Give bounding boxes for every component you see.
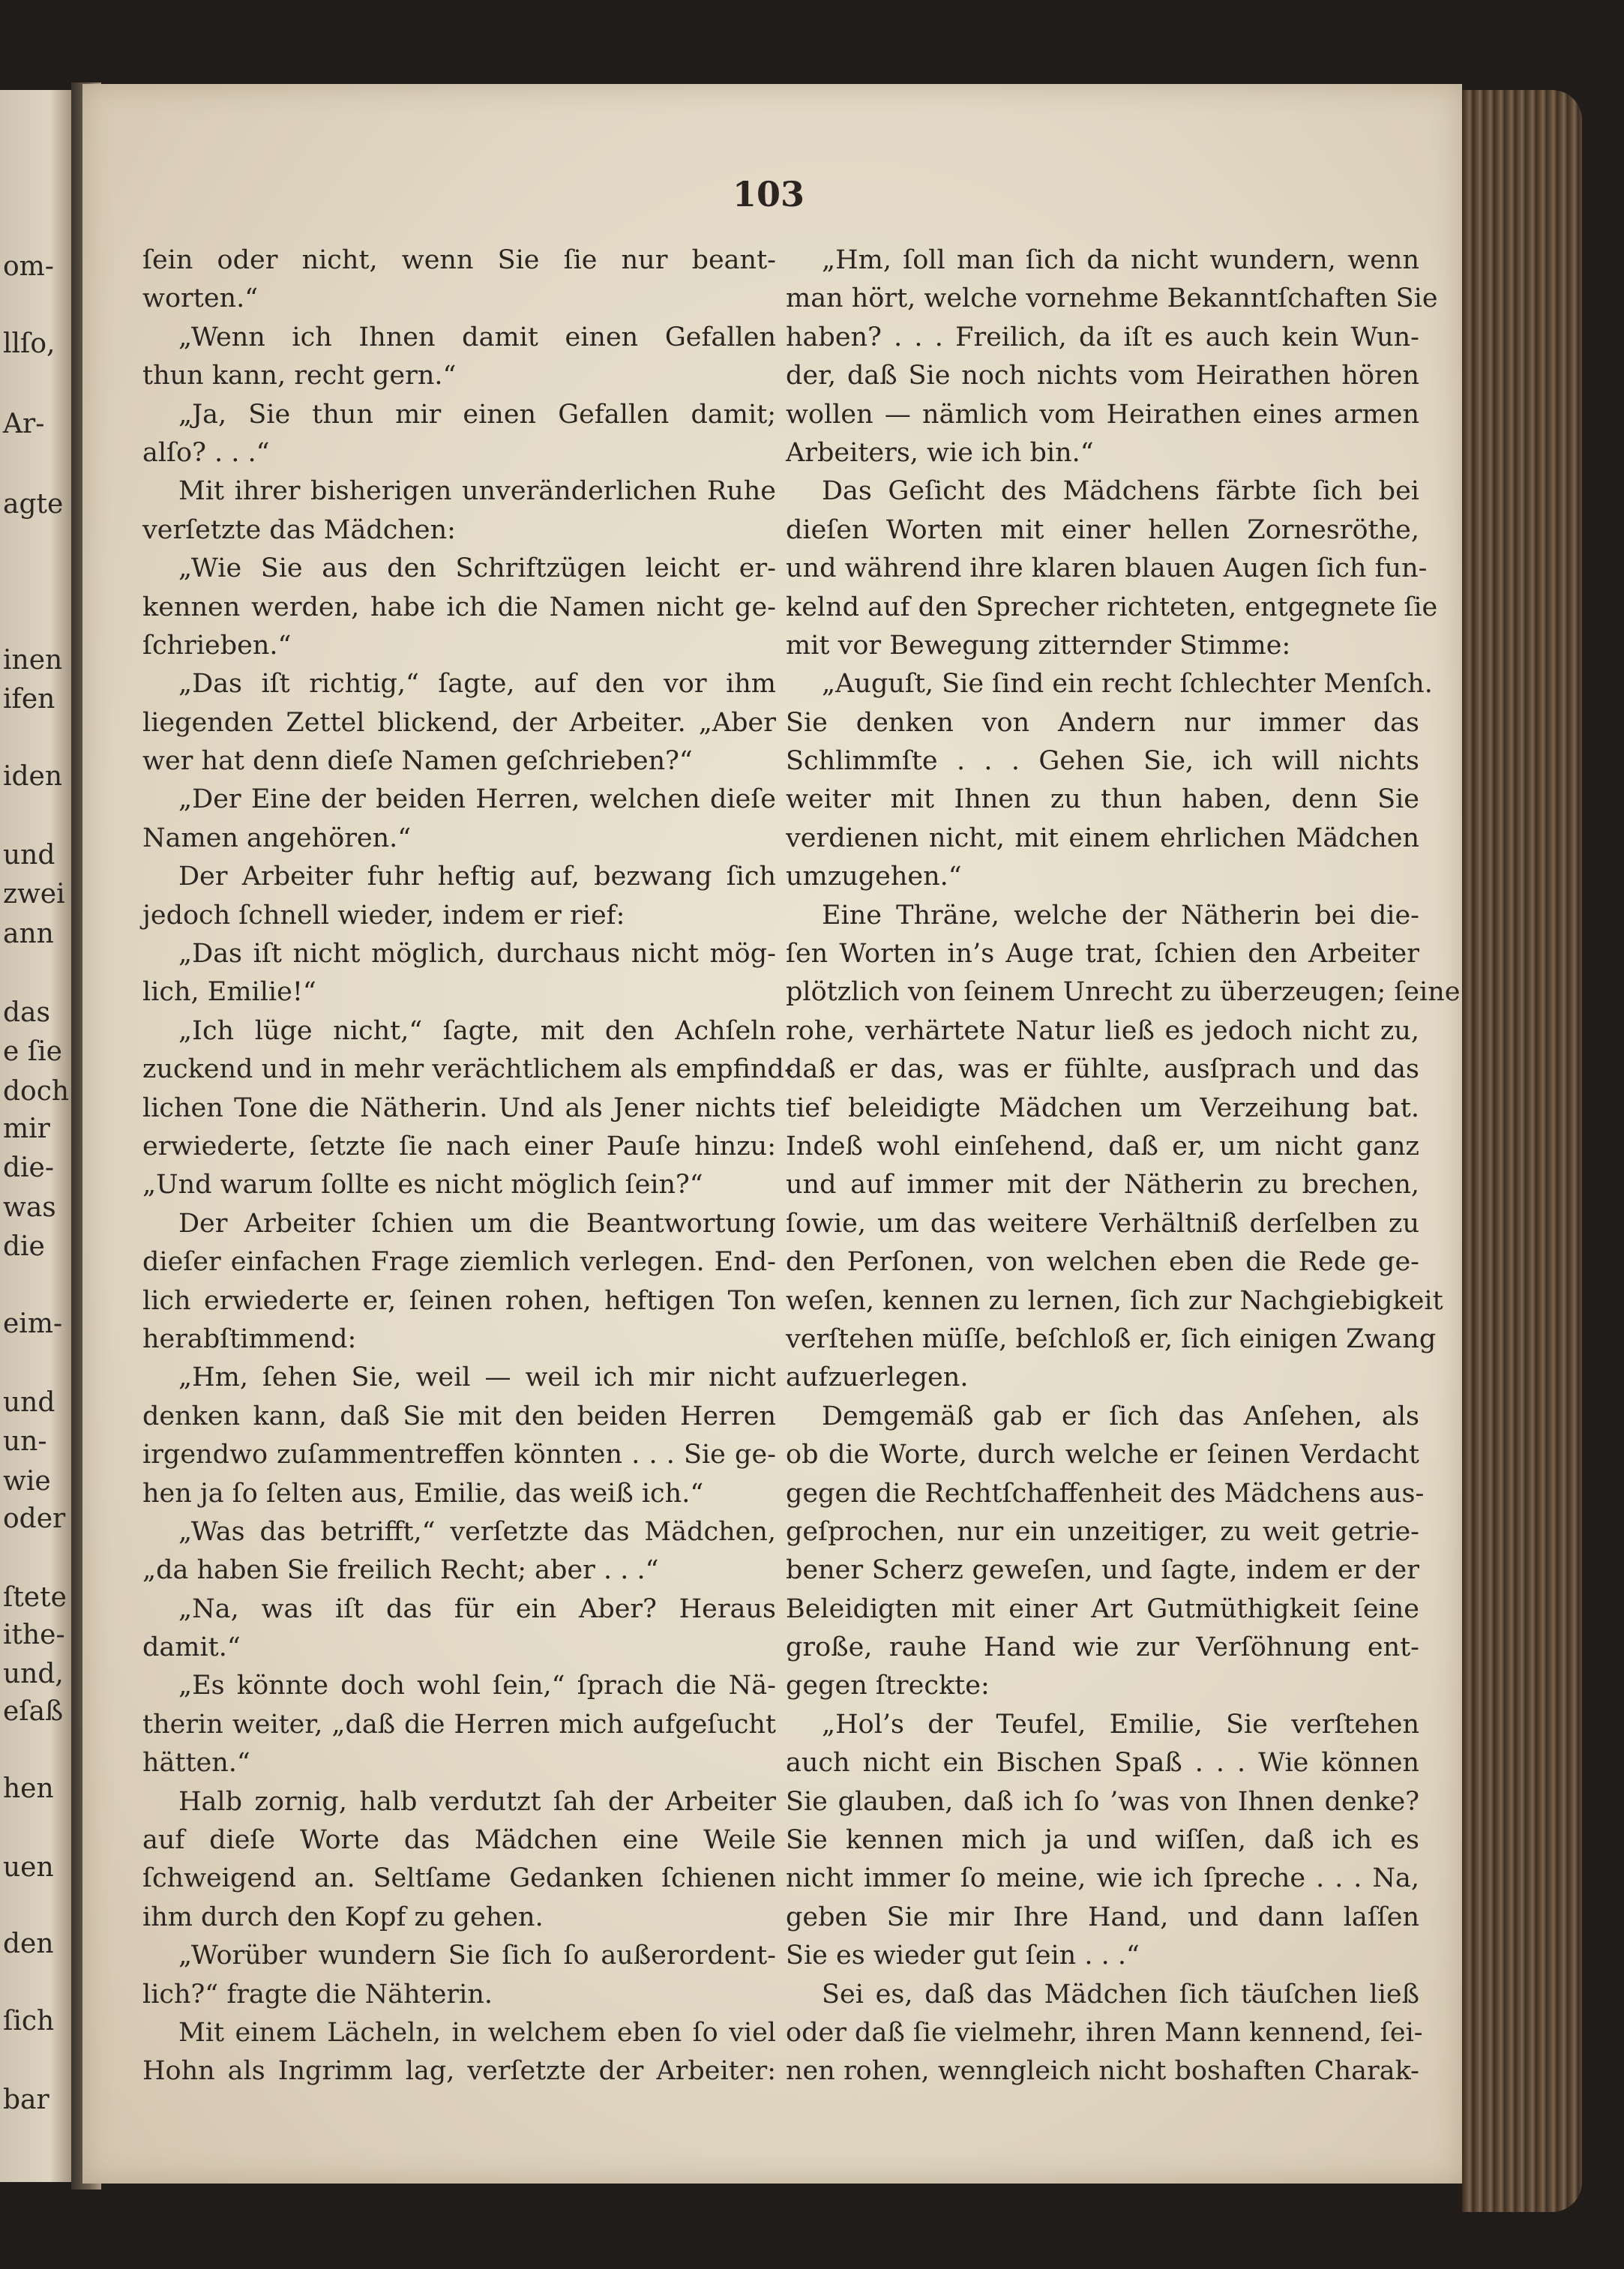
text-line: denken kann, daß Sie mit den beiden Herren — [142, 1401, 776, 1431]
text-line: ſen Worten in’s Auge trat, ſchien den Arbeiter — [786, 939, 1419, 970]
left-page-fragment: den — [3, 1929, 54, 1959]
text-line: „Worüber wundern Sie ſich ſo außerordent- — [178, 1941, 776, 1971]
text-line: Namen angehören.“ — [142, 823, 412, 853]
text-line: kennen werden, habe ich die Namen nicht ge- — [142, 592, 776, 622]
text-line: ſowie, um das weitere Verhältniß derſelben zu — [786, 1208, 1419, 1239]
left-page-fragment: und — [3, 1387, 55, 1418]
text-line: „Hm, ſoll man ſich da nicht wundern, wenn — [822, 245, 1419, 275]
text-line: wollen — nämlich vom Heirathen eines armen — [786, 399, 1419, 430]
text-line: „Was das betrifft,“ verſetzte das Mädchen, — [178, 1516, 776, 1547]
text-line: lichen Tone die Nätherin. Und als Jener nichts — [142, 1093, 776, 1123]
left-page-fragment: mir — [3, 1114, 50, 1144]
text-line: und während ihre klaren blauen Augen ſich fun- — [786, 553, 1428, 584]
text-line: ſchweigend an. Seltſame Gedanken ſchienen — [142, 1863, 776, 1894]
text-line: dieſer einfachen Frage ziemlich verlegen. End- — [142, 1247, 776, 1278]
text-line: plötzlich von ſeinem Unrecht zu überzeugen; ſeine — [786, 977, 1461, 1008]
page-number: 103 — [732, 174, 805, 214]
book-fore-edge — [1462, 90, 1582, 2212]
left-page-fragment: das — [3, 997, 50, 1028]
text-line: haben? . . . Freilich, da iſt es auch kein Wun- — [786, 322, 1419, 352]
left-page-fragment: eſaß — [3, 1696, 64, 1727]
text-line: „Und warum ſollte es nicht möglich ſein?“ — [142, 1170, 703, 1200]
text-column-left — [142, 241, 793, 2091]
left-page-fragment: om- — [3, 251, 54, 282]
text-line: den Perſonen, von welchen eben die Rede ge- — [786, 1247, 1419, 1278]
text-line: gegen die Rechtſchaffenheit des Mädchens aus- — [786, 1478, 1425, 1509]
text-line: oder daß ſie vielmehr, ihren Mann kennend, ſei- — [786, 2017, 1423, 2048]
text-line: weiter mit Ihnen zu thun haben, denn Sie — [786, 784, 1419, 815]
text-line: und auf immer mit der Nätherin zu brechen, — [786, 1170, 1419, 1200]
left-page-fragment: ſtete — [3, 1582, 67, 1613]
text-line: irgendwo zuſammentreffen könnten . . . Sie ge- — [142, 1440, 776, 1470]
text-line: mit vor Bewegung zitternder Stimme: — [786, 630, 1291, 661]
text-line: verſetzte das Mädchen: — [142, 514, 456, 545]
left-page-fragment: eim- — [3, 1308, 63, 1339]
text-line: gegen ſtreckte: — [786, 1671, 990, 1701]
text-line: Arbeiters, wie ich bin.“ — [786, 437, 1094, 468]
left-page-edge — [0, 90, 71, 2182]
text-line: der, daß Sie noch nichts vom Heirathen hören — [786, 361, 1419, 391]
text-line: erwiederte, ſetzte ſie nach einer Pauſe hinzu: — [142, 1131, 776, 1161]
text-line: „Es könnte doch wohl ſein,“ ſprach die Nä- — [178, 1671, 776, 1701]
text-line: „Na, was iſt das für ein Aber? Heraus — [178, 1593, 776, 1624]
text-line: bener Scherz geweſen, und ſagte, indem er der — [786, 1555, 1419, 1586]
left-page-fragment: ithe- — [3, 1620, 65, 1650]
text-line: tief beleidigte Mädchen um Verzeihung bat. — [786, 1093, 1419, 1123]
left-page-fragment: was — [3, 1192, 56, 1223]
left-page-fragment: die — [3, 1231, 45, 1262]
left-page-fragment: hen — [3, 1773, 54, 1804]
left-page-fragment: Ar- — [3, 409, 45, 439]
text-line: geſprochen, nur ein unzeitiger, zu weit getrie- — [786, 1516, 1419, 1547]
text-line: kelnd auf den Sprecher richteten, entgegnete ſie — [786, 592, 1438, 622]
text-line: Mit ihrer bisherigen unveränderlichen Ruhe — [178, 476, 776, 507]
text-line: wer hat denn dieſe Namen geſchrieben?“ — [142, 746, 693, 777]
text-line: nicht immer ſo meine, wie ich ſpreche . . . Na, — [786, 1863, 1419, 1894]
text-line: Demgemäß gab er ſich das Anſehen, als — [822, 1401, 1419, 1431]
text-line: „Der Eine der beiden Herren, welchen dieſe — [178, 784, 776, 815]
text-line: „da haben Sie freilich Recht; aber . . .“ — [142, 1555, 659, 1586]
text-line: umzugehen.“ — [786, 862, 962, 892]
left-page-fragment: un- — [3, 1426, 47, 1457]
text-column-right — [786, 241, 1461, 2091]
left-page-fragment: bar — [3, 2085, 49, 2115]
text-line: Indeß wohl einſehend, daß er, um nicht ganz — [786, 1131, 1419, 1161]
text-line: auf dieſe Worte das Mädchen eine Weile — [142, 1825, 776, 1856]
text-line: ſein oder nicht, wenn Sie ſie nur beant- — [142, 245, 776, 275]
text-line: Sie es wieder gut ſein . . .“ — [786, 1941, 1140, 1971]
text-line: geben Sie mir Ihre Hand, und dann laſſen — [786, 1902, 1419, 1932]
text-line: lich, Emilie!“ — [142, 977, 316, 1008]
text-line: ob die Worte, durch welche er ſeinen Verdacht — [786, 1440, 1419, 1470]
text-line: thun kann, recht gern.“ — [142, 361, 457, 391]
left-page-fragment: und, — [3, 1659, 64, 1689]
text-line: „Ich lüge nicht,“ ſagte, mit den Achſeln — [178, 1015, 776, 1046]
left-page-fragment: ſich — [3, 2006, 55, 2037]
text-line: aufzuerlegen. — [786, 1362, 969, 1393]
text-line: große, rauhe Hand wie zur Verſöhnung ent- — [786, 1632, 1419, 1663]
text-line: zuckend und in mehr verächtlichem als empfind- — [142, 1054, 793, 1085]
text-line: Der Arbeiter ſchien um die Beantwortung — [178, 1208, 776, 1239]
text-line: „Hm, ſehen Sie, weil — weil ich mir nicht — [178, 1362, 776, 1393]
text-line: „Das iſt nicht möglich, durchaus nicht mög- — [178, 939, 776, 970]
text-line: liegenden Zettel blickend, der Arbeiter. „Aber — [142, 707, 776, 738]
left-page-fragment: inen — [3, 645, 63, 676]
text-line: worten.“ — [142, 283, 259, 314]
text-line: ſchrieben.“ — [142, 630, 292, 661]
left-page-fragment: agte — [3, 489, 64, 520]
text-line: lich erwiederte er, ſeinen rohen, heftigen Ton — [142, 1285, 776, 1316]
text-line: „Ja, Sie thun mir einen Gefallen damit; — [178, 399, 776, 430]
text-line: man hört, welche vornehme Bekanntſchaften Sie — [786, 283, 1438, 314]
text-line: Eine Thräne, welche der Nätherin bei die- — [822, 900, 1419, 931]
text-line: therin weiter, „daß die Herren mich aufgeſucht — [142, 1709, 776, 1740]
text-line: Halb zornig, halb verdutzt ſah der Arbeiter — [178, 1786, 776, 1817]
text-line: „Das iſt richtig,“ ſagte, auf den vor ihm — [178, 669, 776, 700]
left-page-fragment: oder — [3, 1503, 66, 1534]
text-line: Sie kennen mich ja und wiſſen, daß ich es — [786, 1825, 1419, 1856]
left-page-fragment: iden — [3, 761, 63, 792]
text-line: verſtehen müſſe, beſchloß er, ſich einigen Zwang — [786, 1323, 1437, 1354]
text-line: Sei es, daß das Mädchen ſich täuſchen ließ — [822, 1979, 1419, 2010]
left-page-fragment: e ſie — [3, 1036, 62, 1067]
text-line: jedoch ſchnell wieder, indem er rief: — [142, 900, 625, 931]
left-page-fragment: wie — [3, 1466, 51, 1497]
text-line: verdienen nicht, mit einem ehrlichen Mädchen — [786, 823, 1419, 853]
text-line: Das Geſicht des Mädchens färbte ſich bei — [822, 476, 1419, 507]
text-line: Der Arbeiter fuhr heftig auf, bezwang ſich — [178, 862, 776, 892]
left-page-fragment: llſo, — [3, 328, 55, 359]
text-line: Sie glauben, daß ich ſo ’was von Ihnen denke? — [786, 1786, 1419, 1817]
text-line: Mit einem Lächeln, in welchem eben ſo viel — [178, 2017, 776, 2048]
text-line: lich?“ fragte die Nähterin. — [142, 1979, 493, 2010]
text-line: „Hol’s der Teufel, Emilie, Sie verſtehen — [822, 1709, 1419, 1740]
text-line: hen ja ſo ſelten aus, Emilie, das weiß ich.“ — [142, 1478, 704, 1509]
text-line: herabſtimmend: — [142, 1323, 357, 1354]
left-page-fragment: doch — [3, 1076, 70, 1107]
text-line: „Wie Sie aus den Schriftzügen leicht er- — [178, 553, 776, 584]
left-page-fragment: und — [3, 840, 55, 871]
text-line: ihm durch den Kopf zu gehen. — [142, 1902, 544, 1932]
text-line: Hohn als Ingrimm lag, verſetzte der Arbeiter: — [142, 2056, 776, 2087]
text-line: weſen, kennen zu lernen, ſich zur Nachgiebigkeit — [786, 1285, 1443, 1316]
text-line: daß er das, was er fühlte, ausſprach und das — [786, 1054, 1419, 1085]
text-line: auch nicht ein Bischen Spaß . . . Wie können — [786, 1748, 1419, 1779]
text-line: rohe, verhärtete Natur ließ es jedoch nicht zu, — [786, 1015, 1419, 1046]
left-page-fragment: die- — [3, 1152, 55, 1183]
left-page-fragment: zwei — [3, 879, 65, 910]
text-line: „Wenn ich Ihnen damit einen Gefallen — [178, 322, 776, 352]
text-line: Beleidigten mit einer Art Gutmüthigkeit ſeine — [786, 1593, 1419, 1624]
text-line: hätten.“ — [142, 1748, 250, 1779]
text-line: alſo? . . .“ — [142, 437, 270, 468]
text-line: Schlimmſte . . . Gehen Sie, ich will nichts — [786, 746, 1419, 777]
left-page-fragment: uen — [3, 1852, 54, 1883]
left-page-fragment: ann — [3, 919, 54, 949]
left-page-fragment: ifen — [3, 684, 55, 715]
text-line: Sie denken von Andern nur immer das — [786, 707, 1419, 738]
text-line: nen rohen, wenngleich nicht boshaften Charak- — [786, 2056, 1419, 2087]
text-line: damit.“ — [142, 1632, 241, 1663]
text-line: „Auguſt, Sie ſind ein recht ſchlechter Menſch. — [822, 669, 1433, 700]
text-line: dieſen Worten mit einer hellen Zornesröthe, — [786, 514, 1419, 545]
